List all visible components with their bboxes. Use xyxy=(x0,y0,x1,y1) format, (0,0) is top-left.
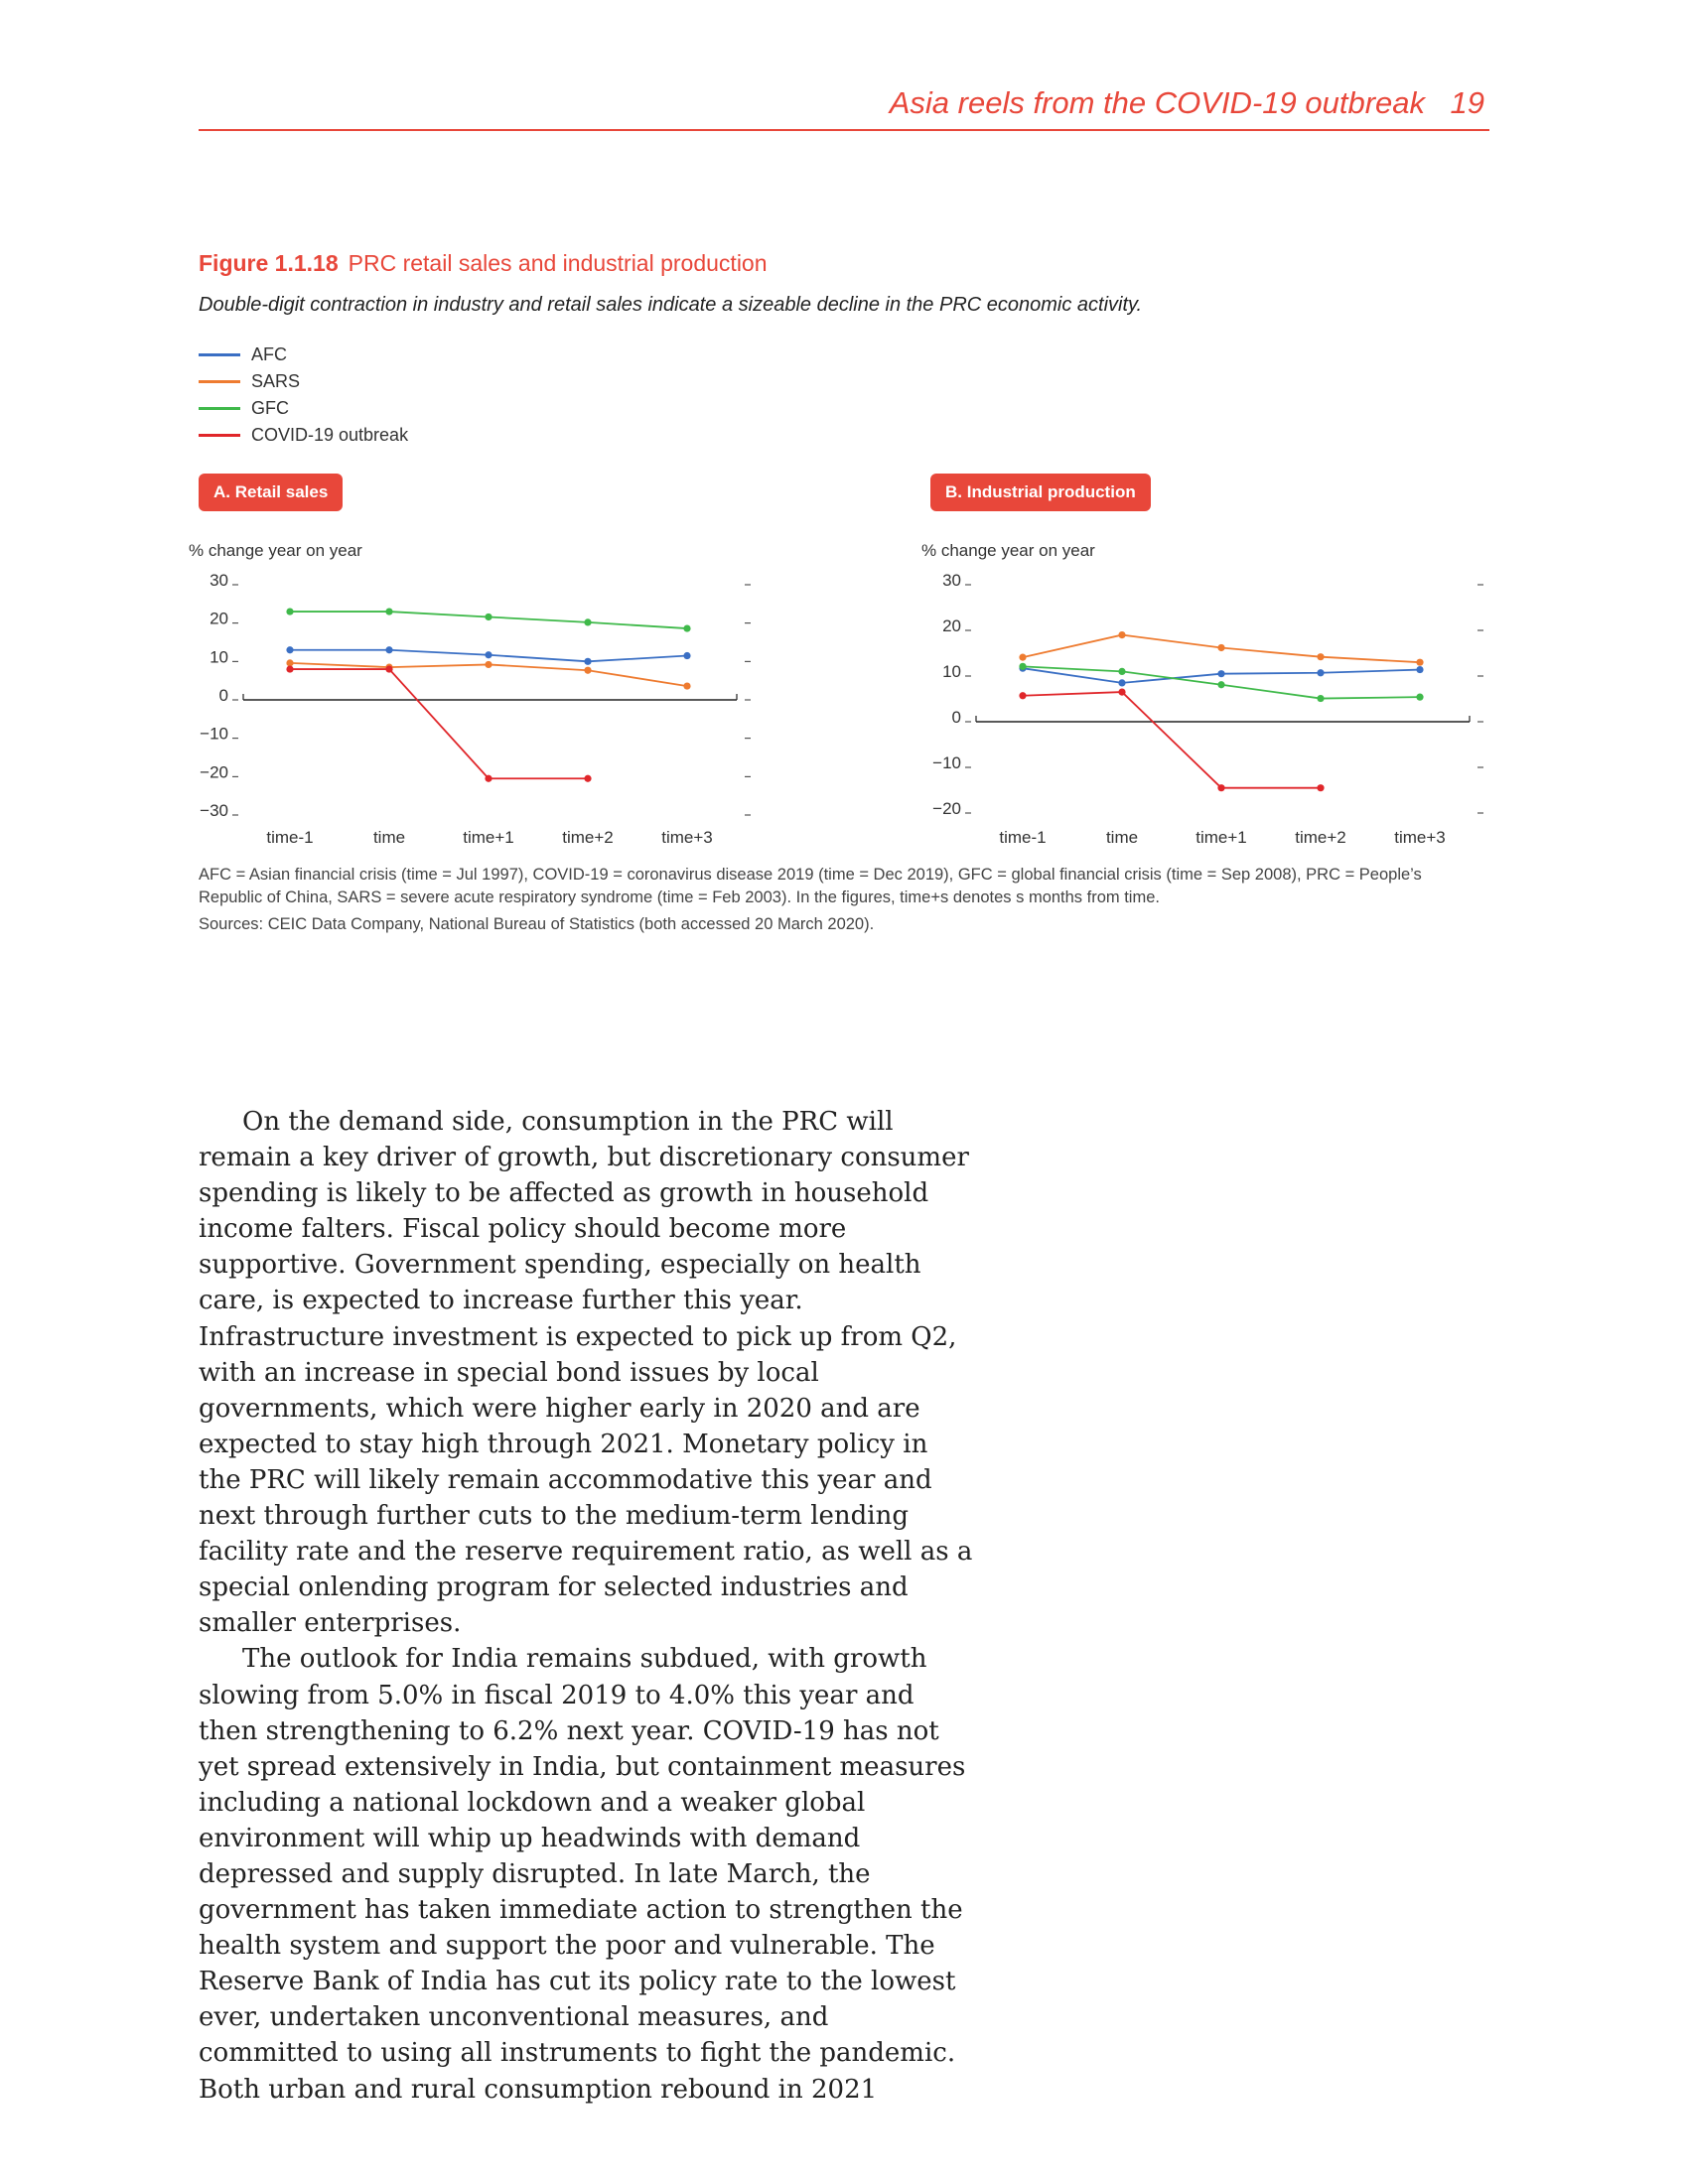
data-point-afc xyxy=(385,646,392,653)
chart-industrial-production xyxy=(921,536,1497,854)
y-tick-label: 30 xyxy=(942,571,961,590)
legend-swatch-covid xyxy=(199,434,240,437)
data-point-afc xyxy=(286,646,293,653)
x-tick-label: time+2 xyxy=(562,828,614,847)
data-point-covid-19-outbreak xyxy=(1118,689,1125,696)
figure-abbreviations-note: AFC = Asian financial crisis (time = Jul 1997), COVID-19 = coronavirus disease 2019 (time = Dec 2019), GFC = global financial crisis (time = Sep 2008), PRC = People’s Republic of China, SARS = severe acute respiratory syndrome (time = Feb 2003). In the figures, time+s denotes s months from time. xyxy=(199,866,1422,906)
data-point-sars xyxy=(1217,644,1224,651)
chart-retail-sales xyxy=(189,536,765,854)
panel-b-badge: B. Industrial production xyxy=(930,474,1151,511)
data-point-covid-19-outbreak xyxy=(584,775,591,782)
x-tick-label: time xyxy=(1105,828,1139,847)
data-point-covid-19-outbreak xyxy=(385,665,392,672)
data-point-afc xyxy=(485,651,492,658)
data-point-gfc xyxy=(485,614,492,620)
legend-swatch-gfc xyxy=(199,407,240,410)
legend-item-gfc xyxy=(199,395,408,422)
legend-item-sars xyxy=(199,368,408,395)
running-header-title: Asia reels from the COVID-19 outbreak xyxy=(889,85,1425,120)
data-point-gfc xyxy=(1317,695,1324,702)
chart-legend xyxy=(199,341,408,449)
figure-sources-note: Sources: CEIC Data Company, National Bureau of Statistics (both accessed 20 March 2020). xyxy=(199,915,875,933)
legend-swatch-afc xyxy=(199,353,240,356)
data-point-gfc xyxy=(286,608,293,614)
data-point-covid-19-outbreak xyxy=(1317,784,1324,791)
y-axis-label: % change year on year xyxy=(921,541,1095,560)
y-tick-label: −10 xyxy=(200,724,228,744)
data-point-covid-19-outbreak xyxy=(485,775,492,782)
y-axis-label: % change year on year xyxy=(189,541,362,560)
panel-a-badge: A. Retail sales xyxy=(199,474,343,511)
data-point-covid-19-outbreak xyxy=(286,665,293,672)
x-tick-label: time+1 xyxy=(463,828,514,847)
y-tick-label: 10 xyxy=(210,647,228,667)
y-tick-label: −10 xyxy=(932,753,961,772)
legend-label-afc: AFC xyxy=(251,344,287,364)
data-point-gfc xyxy=(584,618,591,625)
header-rule xyxy=(199,129,1489,131)
body-paragraph: On the demand side, consumption in the PRC will remain a key driver of growth, but discretionary consumer spending is likely to be affected as growth in household income falters. Fiscal policy should become more supportive. Government spending, especially on health care, is expected to increase further this year. Infrastructure investment is expected to pick up from Q2, with an increase in special bond issues by local governments, which were higher early in 2020 and are expected to stay high through 2021. Monetary policy in the PRC will likely remain accommodative this year and next through further cuts to the medium-term lending facility rate and the reserve requirement ratio, as well as a special onlending program for selected industries and smaller enterprises. xyxy=(199,1107,973,1639)
data-point-sars xyxy=(584,667,591,674)
data-point-afc xyxy=(683,652,690,659)
x-tick-label: time-1 xyxy=(999,828,1047,847)
legend-swatch-sars xyxy=(199,380,240,383)
legend-label-gfc: GFC xyxy=(251,398,289,418)
legend-item-covid xyxy=(199,422,408,449)
data-point-gfc xyxy=(1217,681,1224,688)
legend-label-covid: COVID-19 outbreak xyxy=(251,425,409,445)
y-tick-label: 0 xyxy=(951,708,961,727)
y-tick-label: −20 xyxy=(932,799,961,818)
data-point-afc xyxy=(1217,670,1224,677)
figure-number: Figure 1.1.18 xyxy=(199,250,339,276)
data-point-gfc xyxy=(1019,663,1026,670)
data-point-afc xyxy=(584,658,591,665)
data-point-afc xyxy=(1317,669,1324,676)
data-point-gfc xyxy=(385,608,392,614)
y-tick-label: 0 xyxy=(218,686,228,705)
data-point-sars xyxy=(1118,631,1125,638)
y-tick-label: 30 xyxy=(210,571,228,590)
data-point-sars xyxy=(485,661,492,668)
body-paragraph: The outlook for India remains subdued, with growth slowing from 5.0% in fiscal 2019 to 4.0% this year and then strengthening to 6.2% next year. COVID-19 has not yet spread extensively in India, but containment measures including a national lockdown and a weaker global environment will whip up headwinds with demand depressed and supply disrupted. In late March, the government has taken immediate action to strengthen the health system and support the poor and vulnerable. The Reserve Bank of India has cut its policy rate to the lowest ever, undertaken unconventional measures, and committed to using all instruments to fight the pandemic. Both urban and rural consumption rebound in 2021 xyxy=(199,1644,966,2105)
data-point-afc xyxy=(1118,679,1125,686)
data-point-afc xyxy=(1416,666,1423,673)
x-tick-label: time+2 xyxy=(1295,828,1346,847)
data-point-sars xyxy=(286,659,293,666)
figure-title-text: PRC retail sales and industrial production xyxy=(348,250,768,276)
y-tick-label: 10 xyxy=(942,662,961,681)
y-tick-label: 20 xyxy=(210,609,228,628)
data-point-sars xyxy=(1317,653,1324,660)
page-number: 19 xyxy=(1450,85,1484,120)
legend-item-afc xyxy=(199,341,408,368)
x-tick-label: time+3 xyxy=(661,828,713,847)
x-tick-label: time+1 xyxy=(1196,828,1247,847)
legend-label-sars: SARS xyxy=(251,371,301,391)
x-tick-label: time xyxy=(372,828,406,847)
data-point-covid-19-outbreak xyxy=(1019,692,1026,699)
y-tick-label: −30 xyxy=(200,801,228,820)
y-tick-label: 20 xyxy=(942,616,961,635)
x-tick-label: time-1 xyxy=(266,828,314,847)
series-line-covid-19-outbreak xyxy=(290,669,588,778)
body-text xyxy=(199,1104,973,2108)
data-point-sars xyxy=(1416,659,1423,666)
series-line-covid-19-outbreak xyxy=(1023,692,1321,788)
data-point-covid-19-outbreak xyxy=(1217,784,1224,791)
data-point-sars xyxy=(683,682,690,689)
x-tick-label: time+3 xyxy=(1394,828,1446,847)
data-point-gfc xyxy=(1416,694,1423,701)
figure-subtitle: Double-digit contraction in industry and retail sales indicate a sizeable decline in the PRC economic activity. xyxy=(199,294,1143,316)
figure-notes xyxy=(199,864,1489,936)
data-point-sars xyxy=(1019,654,1026,661)
figure-title xyxy=(199,250,768,277)
y-tick-label: −20 xyxy=(200,762,228,782)
data-point-gfc xyxy=(1118,668,1125,675)
data-point-gfc xyxy=(683,624,690,631)
